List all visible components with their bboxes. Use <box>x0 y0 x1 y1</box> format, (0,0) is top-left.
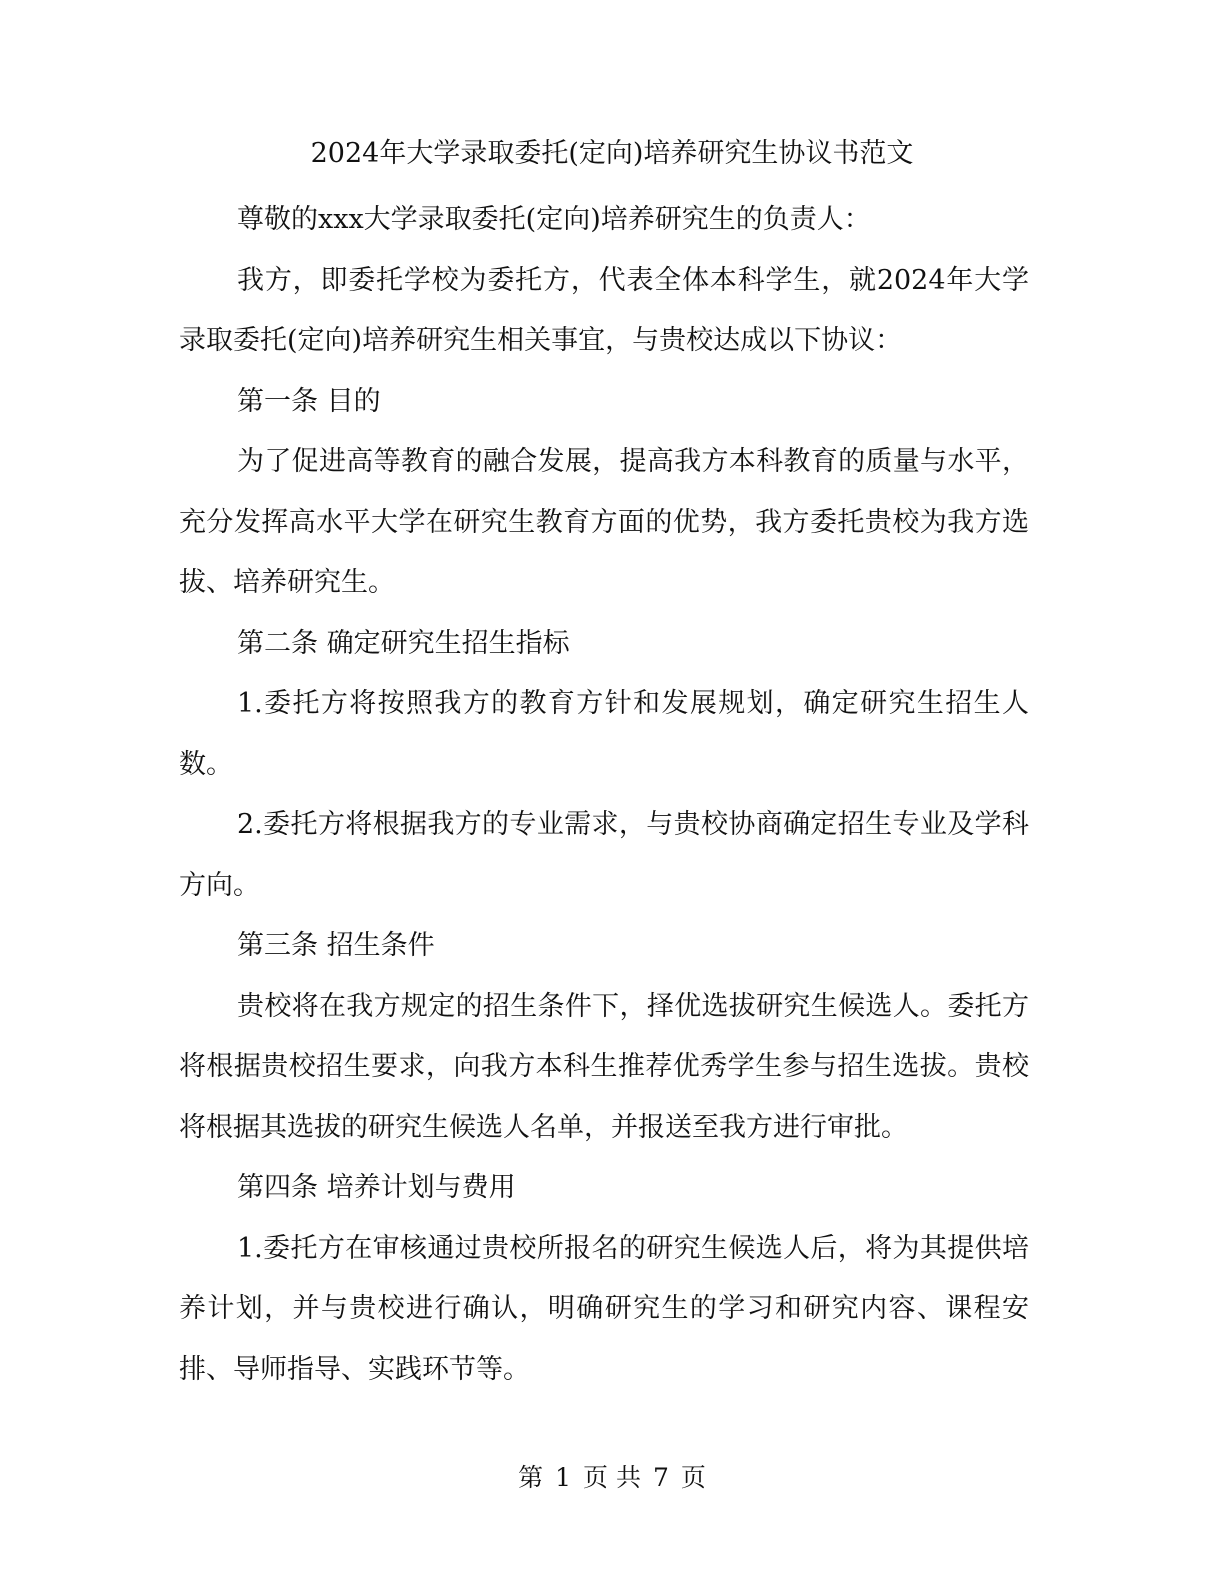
footer-mid: 页 共 <box>583 1463 641 1492</box>
paragraph-article-3: 贵校将在我方规定的招生条件下，择优选拔研究生候选人。委托方将根据贵校招生要求，向我方本科生推荐优秀学生参与招生选拔。贵校将根据其选拔的研究生候选人名单，并报送至我方进行审批。 <box>179 990 1029 1143</box>
paragraph-intro: 我方，即委托学校为委托方，代表全体本科学生，就2024年大学录取委托(定向)培养研究生相关事宜，与贵校达成以下协议： <box>179 264 1029 356</box>
paragraph-article-1: 为了促进高等教育的融合发展，提高我方本科教育的质量与水平，充分发挥高水平大学在研究生教育方面的优势，我方委托贵校为我方选拔、培养研究生。 <box>179 446 1029 598</box>
page-footer <box>0 1458 1224 1498</box>
footer-prefix: 第 <box>518 1463 544 1492</box>
footer-total-pages: 7 <box>652 1463 669 1492</box>
paragraph-article-4-item-1: 1.委托方在审核通过贵校所报名的研究生候选人后，将为其提供培养计划，并与贵校进行确认，明确研究生的学习和研究内容、课程安排、导师指导、实践环节等。 <box>179 1232 1029 1385</box>
paragraph-article-2-item-1: 1.委托方将按照我方的教育方针和发展规划，确定研究生招生人数。 <box>179 688 1029 780</box>
article-heading-1: 第一条 目的 <box>237 385 381 417</box>
document-title: 2024年大学录取委托(定向)培养研究生协议书范文 <box>310 138 914 169</box>
paragraph-article-2-item-2: 2.委托方将根据我方的专业需求，与贵校协商确定招生专业及学科方向。 <box>179 809 1029 901</box>
article-heading-3: 第三条 招生条件 <box>237 930 435 961</box>
article-heading-4: 第四条 培养计划与费用 <box>237 1172 516 1203</box>
article-heading-2: 第二条 确定研究生招生指标 <box>237 627 570 659</box>
paragraph-salutation: 尊敬的xxx大学录取委托(定向)培养研究生的负责人： <box>237 204 871 235</box>
document-body <box>179 190 1029 1400</box>
footer-suffix: 页 <box>680 1463 706 1492</box>
footer-current-page: 1 <box>555 1463 572 1492</box>
